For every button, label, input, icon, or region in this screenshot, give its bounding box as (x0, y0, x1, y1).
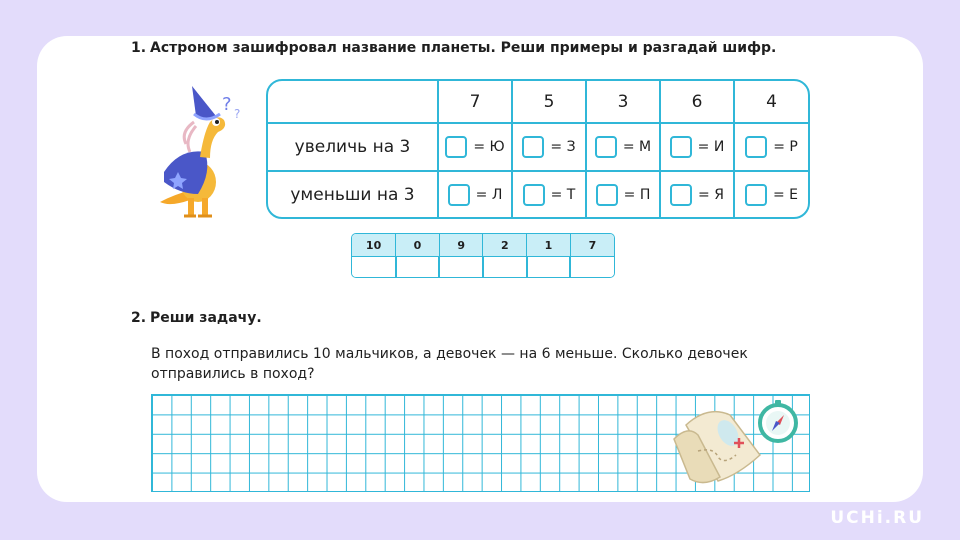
cipher-letter: = Ю (473, 139, 505, 155)
cipher-letter: = Я (698, 186, 724, 203)
key-answer-row (352, 257, 614, 278)
key-number: 2 (483, 234, 527, 257)
cipher-letter: = И (697, 139, 725, 155)
cipher-letter: = З (550, 139, 576, 155)
key-number: 7 (570, 234, 614, 257)
task1-number: 1. (131, 40, 147, 56)
svg-text:?: ? (234, 107, 241, 121)
header-row (268, 81, 808, 123)
answer-box[interactable] (523, 184, 545, 206)
header-number: 3 (586, 81, 660, 123)
task2-title (131, 310, 262, 326)
answer-box[interactable] (745, 184, 767, 206)
answer-box[interactable] (745, 136, 767, 158)
row-label-increase: увеличь на 3 (268, 123, 438, 171)
task2-text: Реши задачу. (150, 310, 262, 326)
key-letter-slot[interactable] (483, 257, 527, 278)
key-letter-slot[interactable] (396, 257, 440, 278)
answer-box[interactable] (448, 184, 470, 206)
cipher-letter: = Е (772, 186, 799, 203)
decode-key-table (351, 233, 615, 278)
task1-text: Астроном зашифровал название планеты. Реши примеры и разгадай шифр. (150, 40, 777, 56)
problem-text: В поход отправились 10 мальчиков, а девочек — на 6 меньше. Сколько девочек отправились в поход? (151, 346, 748, 382)
key-number: 9 (439, 234, 483, 257)
header-empty-cell (268, 81, 438, 123)
answer-box[interactable] (445, 136, 467, 158)
answer-box[interactable] (596, 184, 618, 206)
cipher-table (266, 79, 810, 219)
key-letter-slot[interactable] (570, 257, 614, 278)
key-number: 0 (396, 234, 440, 257)
key-letter-slot[interactable] (352, 257, 396, 278)
key-number-row (352, 234, 614, 257)
key-number: 1 (527, 234, 571, 257)
uchi-logo: UCHi.RU (830, 508, 924, 528)
header-number: 7 (438, 81, 512, 123)
cipher-letter: = М (622, 139, 652, 155)
task2-number: 2. (131, 310, 147, 326)
answer-box[interactable] (670, 184, 692, 206)
cipher-letter: = Р (773, 139, 798, 155)
wizard-dino-icon (150, 82, 250, 222)
increase-row (268, 123, 808, 171)
cipher-letter: = П (623, 186, 651, 203)
compass-icon (755, 398, 801, 444)
cipher-letter: = Л (475, 186, 503, 203)
decrease-row (268, 171, 808, 217)
cipher-letter: = Т (550, 186, 576, 203)
header-number: 6 (660, 81, 734, 123)
map-icon (668, 395, 768, 487)
answer-box[interactable] (670, 136, 692, 158)
answer-box[interactable] (595, 136, 617, 158)
key-number: 10 (352, 234, 396, 257)
key-letter-slot[interactable] (527, 257, 571, 278)
header-number: 4 (734, 81, 808, 123)
answer-box[interactable] (522, 136, 544, 158)
header-number: 5 (512, 81, 586, 123)
key-letter-slot[interactable] (439, 257, 483, 278)
row-label-decrease: уменьши на 3 (268, 171, 438, 217)
svg-text:?: ? (222, 94, 232, 115)
task1-title (131, 40, 776, 56)
